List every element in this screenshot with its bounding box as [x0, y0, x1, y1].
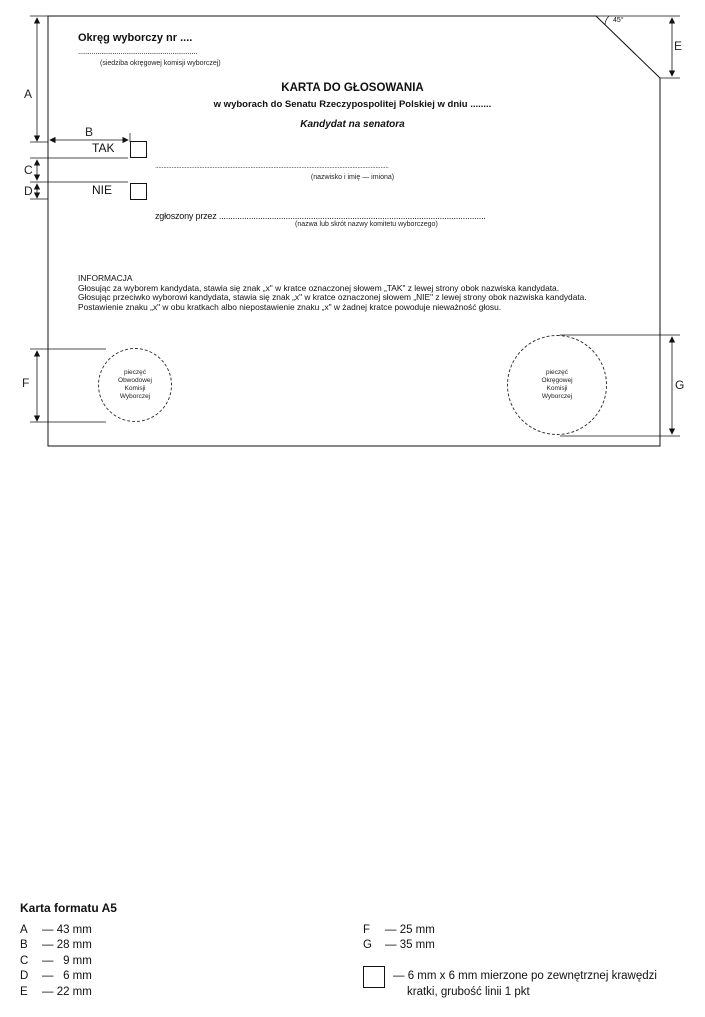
yes-label: TAK [92, 141, 115, 155]
candidate-heading: Kandydat na senatora [300, 119, 405, 130]
legend-value-D: — 6 mm [42, 970, 92, 982]
seat-dotted-line: .............................................................. [78, 47, 198, 56]
dim-label-F: F [22, 376, 30, 390]
legend-value-B: — 28 mm [42, 939, 92, 951]
legend-value-E: — 22 mm [42, 986, 92, 998]
dim-label-A: A [24, 87, 33, 101]
legend-value-G: — 35 mm [385, 939, 435, 951]
seat-caption: (siedziba okręgowej komisji wyborczej) [100, 60, 221, 67]
legend-key-C: C [20, 955, 29, 967]
information-block [78, 274, 643, 312]
candidate-name-caption: (nazwisko i imię — imiona) [310, 174, 395, 181]
no-checkbox[interactable] [130, 183, 147, 200]
legend-checkbox-sample [363, 966, 385, 988]
legend-key-D: D [20, 970, 29, 982]
legend-key-G: G [363, 939, 372, 951]
legend-value-C: — 9 mm [42, 955, 92, 967]
legend-key-E: E [20, 986, 28, 998]
no-label: NIE [92, 183, 113, 197]
legend-box-description-2: kratki, grubość linii 1 pkt [407, 986, 530, 998]
information-title: INFORMACJA [78, 273, 133, 283]
legend-key-F: F [363, 924, 371, 936]
committee-caption: (nazwa lub skrót nazwy komitetu wyborczego) [295, 221, 438, 228]
submitted-by-line: zgłoszony przez .................................................................................................................... [155, 211, 486, 221]
dim-label-D: D [24, 184, 33, 198]
legend-value-A: — 43 mm [42, 924, 92, 936]
yes-checkbox[interactable] [130, 141, 147, 158]
legend-value-F: — 25 mm [385, 924, 435, 936]
ballot-title: KARTA DO GŁOSOWANIA [281, 82, 424, 94]
district-number: Okręg wyborczy nr .... [78, 32, 193, 44]
legend-box-description-1: — 6 mm x 6 mm mierzone po zewnętrznej krawędzi [393, 970, 657, 982]
dim-label-E: E [674, 39, 683, 53]
ballot-subtitle: w wyborach do Senatu Rzeczypospolitej Polskiej w dniu ........ [213, 99, 492, 110]
information-line-3: Postawienie znaku „x" w obu kratkach albo niepostawienie znaku „x" w żadnej kratce powoduje nieważność głosu. [78, 301, 502, 312]
seal-ward-commission: pieczęć Obwodowej Komisji Wyborczej [98, 348, 172, 422]
information-line-2: Głosując przeciwko wyborowi kandydata, stawia się znak „x" w kratce oznaczonej słowem „NIE" z lewej strony obok nazwiska kandydata. [78, 292, 587, 303]
dim-label-B: B [85, 125, 94, 139]
dim-label-G: G [675, 378, 685, 392]
corner-angle-label: 45° [613, 17, 624, 24]
legend-key-A: A [20, 924, 28, 936]
legend-key-B: B [20, 939, 28, 951]
dim-label-C: C [24, 163, 33, 177]
seal-district-commission: pieczęć Okręgowej Komisji Wyborczej [507, 335, 607, 435]
candidate-name-line: .............................................................................................................................................. [155, 163, 389, 170]
legend-title: Karta formatu A5 [20, 901, 117, 915]
information-line-1: Głosując za wyborem kandydata, stawia się znak „x" w kratce oznaczonej słowem „TAK" z lewej strony obok nazwiska kandydata. [78, 282, 560, 293]
